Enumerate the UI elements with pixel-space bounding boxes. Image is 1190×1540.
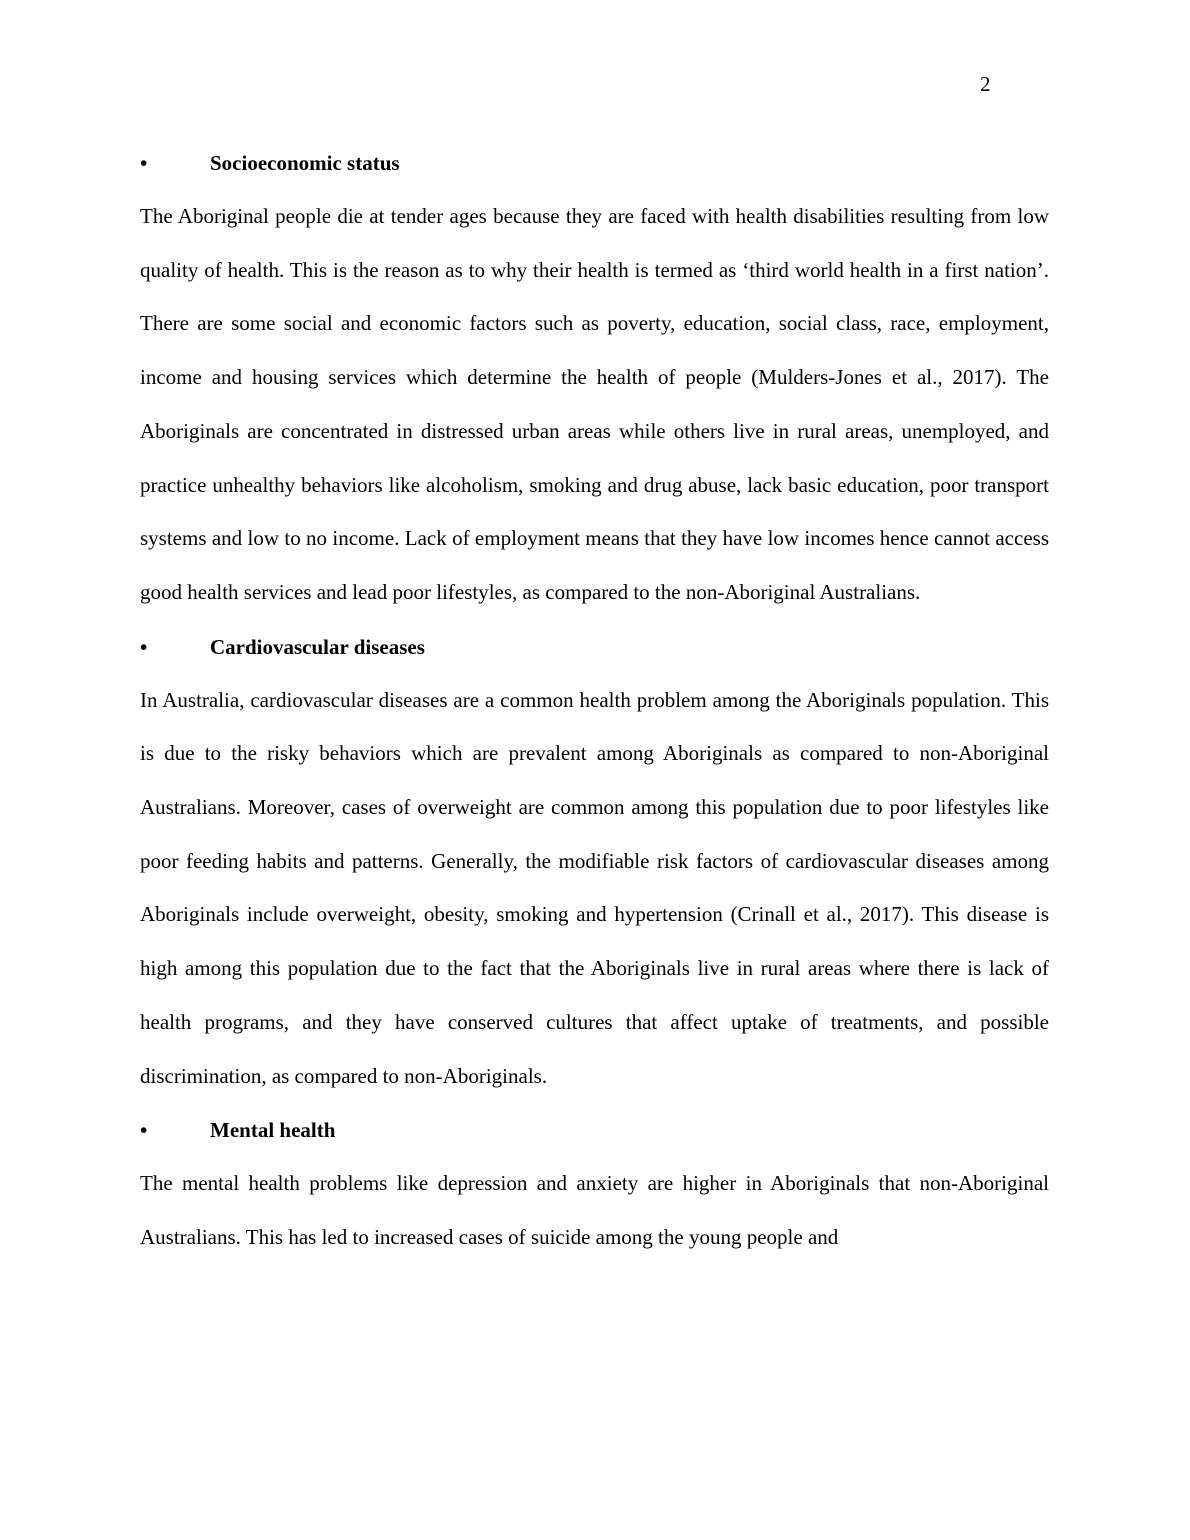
section-paragraph-mental-health: The mental health problems like depression and anxiety are higher in Aboriginals that non-Aboriginal Australians. This has led to increased cases of suicide among the young people and (140, 1171, 1049, 1249)
section-heading-text: Mental health (210, 1118, 336, 1143)
section-heading-socioeconomic-status (140, 136, 1049, 190)
section-paragraph-socioeconomic-status: The Aboriginal people die at tender ages because they are faced with health disabilities resulting from low quality of health. This is the reason as to why their health is termed as ‘third world health in a first nation’. There are some social and economic factors such as poverty, education, social class, race, employment, income and housing services which determine the health of people (Mulders-Jones et al., 2017). The Aboriginals are concentrated in distressed urban areas while others live in rural areas, unemployed, and practice unhealthy behaviors like alcoholism, smoking and drug abuse, lack basic education, poor transport systems and low to no income. Lack of employment means that they have low incomes hence cannot access good health services and lead poor lifestyles, as compared to the non-Aboriginal Australians. (140, 204, 1049, 604)
section-paragraph-cardiovascular-diseases: In Australia, cardiovascular diseases are a common health problem among the Aboriginals population. This is due to the risky behaviors which are prevalent among Aboriginals as compared to non-Aboriginal Australians. Moreover, cases of overweight are common among this population due to poor lifestyles like poor feeding habits and patterns. Generally, the modifiable risk factors of cardiovascular diseases among Aboriginals include overweight, obesity, smoking and hypertension (Crinall et al., 2017). This disease is high among this population due to the fact that the Aboriginals live in rural areas where there is lack of health programs, and they have conserved cultures that affect uptake of treatments, and possible discrimination, as compared to non-Aboriginals. (140, 687, 1049, 1088)
section-heading-text: Socioeconomic status (210, 151, 400, 175)
bullet-icon: • (140, 634, 148, 659)
section-heading-cardiovascular-diseases (140, 620, 1049, 674)
section-heading-mental-health (140, 1103, 1049, 1157)
document-body (140, 136, 1049, 1265)
section-heading-text: Cardiovascular diseases (210, 634, 425, 659)
bullet-icon: • (140, 1118, 148, 1143)
bullet-icon: • (140, 151, 148, 175)
page-number: 2 (980, 72, 991, 96)
